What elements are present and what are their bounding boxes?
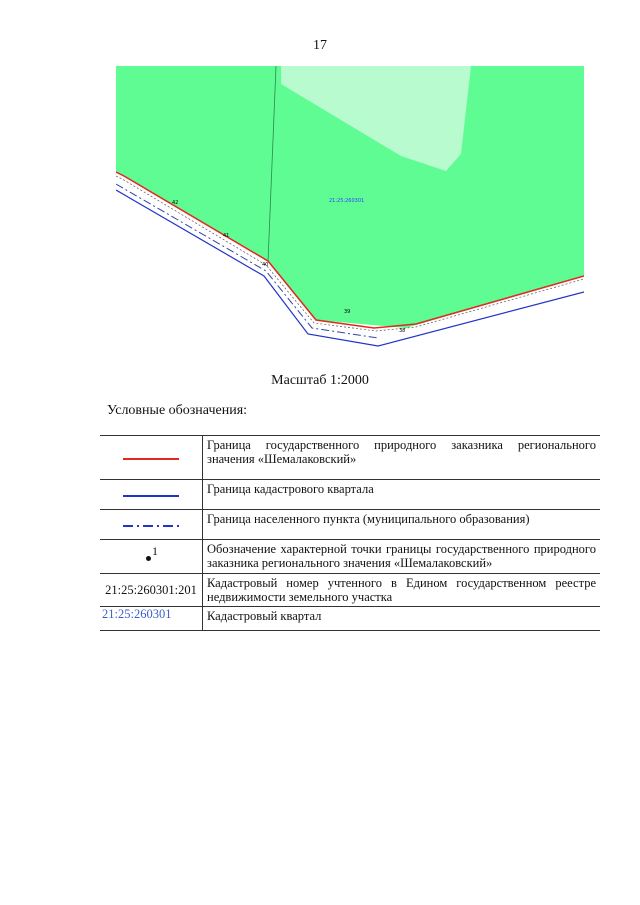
legend-row-parcel-number (100, 574, 600, 607)
parcel-number-sample: 21:25:260301:201 (105, 583, 197, 597)
legend-title: Условные обозначения: (107, 403, 248, 418)
point-label-40: 40 (262, 262, 269, 268)
map-scale: Масштаб 1:2000 (271, 373, 369, 388)
legend-table (100, 435, 600, 631)
red-line-icon (123, 456, 179, 462)
legend-row-reserve (100, 436, 600, 480)
page-number: 17 (313, 38, 327, 53)
point-label-41: 41 (223, 233, 230, 239)
legend-symbol-parcel-number (100, 574, 203, 607)
point-label-42: 42 (172, 200, 179, 206)
legend-desc-cadastral: Граница кадастрового квартала (203, 480, 601, 510)
legend-symbol-red-line (100, 436, 203, 480)
point-icon-label: 1 (152, 544, 158, 558)
legend-desc-point: Обозначение характерной точки границы государственного природного заказника регионального значения «Шемалаковский» (203, 540, 601, 574)
legend-symbol-quarter (100, 607, 203, 631)
legend-desc-quarter: Кадастровый квартал (203, 607, 601, 631)
legend-symbol-dash-dot (100, 510, 203, 540)
point-label-38: 38 (399, 328, 406, 334)
legend-row-settlement (100, 510, 600, 540)
quarter-number-sample: 21:25:260301 (102, 607, 172, 621)
dash-dot-line-icon (123, 523, 179, 529)
legend-symbol-blue-line (100, 480, 203, 510)
cadastral-map (116, 66, 584, 348)
blue-line-icon (123, 493, 179, 499)
legend-desc-parcel-number: Кадастровый номер учтенного в Едином государственном реестре недвижимости земельного участка (203, 574, 601, 607)
legend-symbol-point (100, 540, 203, 574)
point-icon (144, 544, 158, 562)
legend-row-cadastral (100, 480, 600, 510)
legend-desc-settlement: Граница населенного пункта (муниципального образования) (203, 510, 601, 540)
legend-row-point (100, 540, 600, 574)
legend-desc-reserve: Граница государственного природного заказника регионального значения «Шемалаковский» (203, 436, 601, 480)
legend-row-quarter (100, 607, 600, 631)
point-label-39: 39 (344, 309, 351, 315)
quarter-label: 21:25:260301 (329, 198, 365, 204)
